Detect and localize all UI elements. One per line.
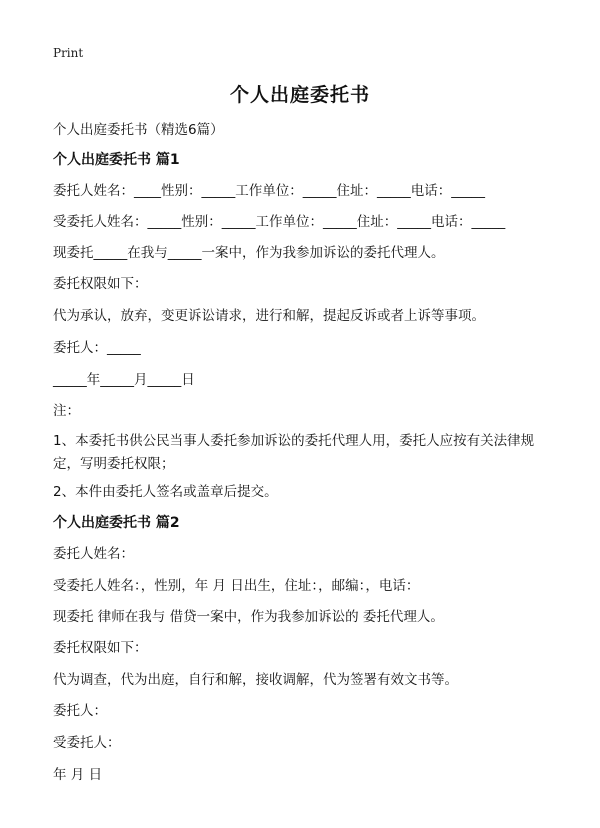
print-label: Print xyxy=(53,46,84,60)
section1-heading: 个人出庭委托书 篇1 xyxy=(53,152,180,168)
section1-agent-line: 受委托人姓名：_____性别：_____工作单位：_____住址：_____电话：_____ xyxy=(53,214,506,230)
section2-scope-label: 委托权限如下： xyxy=(53,640,148,656)
section1-date-line: _____年_____月_____日 xyxy=(53,372,195,388)
section1-principal-line: 委托人姓名：____性别：_____工作单位：_____住址：_____电话：_____ xyxy=(53,183,485,199)
section1-note-label: 注： xyxy=(53,403,80,419)
section2-agent-signer-line: 受委托人： xyxy=(53,735,121,751)
section2-entrust-line: 现委托 律师在我与 借贷一案中，作为我参加诉讼的 委托代理人。 xyxy=(53,609,444,625)
section2-signer-line: 委托人： xyxy=(53,703,107,719)
section1-scope-text: 代为承认，放弃，变更诉讼请求，进行和解，提起反诉或者上诉等事项。 xyxy=(53,308,485,324)
section1-note-1: 1、本委托书供公民当事人委托参加诉讼的委托代理人用，委托人应按有关法律规定，写明委托权限； xyxy=(53,433,535,472)
page-title: 个人出庭委托书 xyxy=(229,84,370,106)
section1-scope-label: 委托权限如下： xyxy=(53,276,148,292)
section1-signer-line: 委托人：_____ xyxy=(53,340,141,356)
section2-agent-line: 受委托人姓名：，性别，年 月 日出生，住址：，邮编：，电话： xyxy=(53,578,420,594)
section2-heading: 个人出庭委托书 篇2 xyxy=(53,515,180,531)
document-subtitle: 个人出庭委托书（精选6篇） xyxy=(53,122,224,138)
section1-entrust-line: 现委托_____在我与_____一案中，作为我参加诉讼的委托代理人。 xyxy=(53,245,445,261)
section2-scope-text: 代为调查，代为出庭，自行和解，接收调解，代为签署有效文书等。 xyxy=(53,672,458,688)
section2-principal-line: 委托人姓名： xyxy=(53,546,134,562)
section1-note-2: 2、本件由委托人签名或盖章后提交。 xyxy=(53,484,278,500)
section2-date-line: 年 月 日 xyxy=(53,767,103,783)
